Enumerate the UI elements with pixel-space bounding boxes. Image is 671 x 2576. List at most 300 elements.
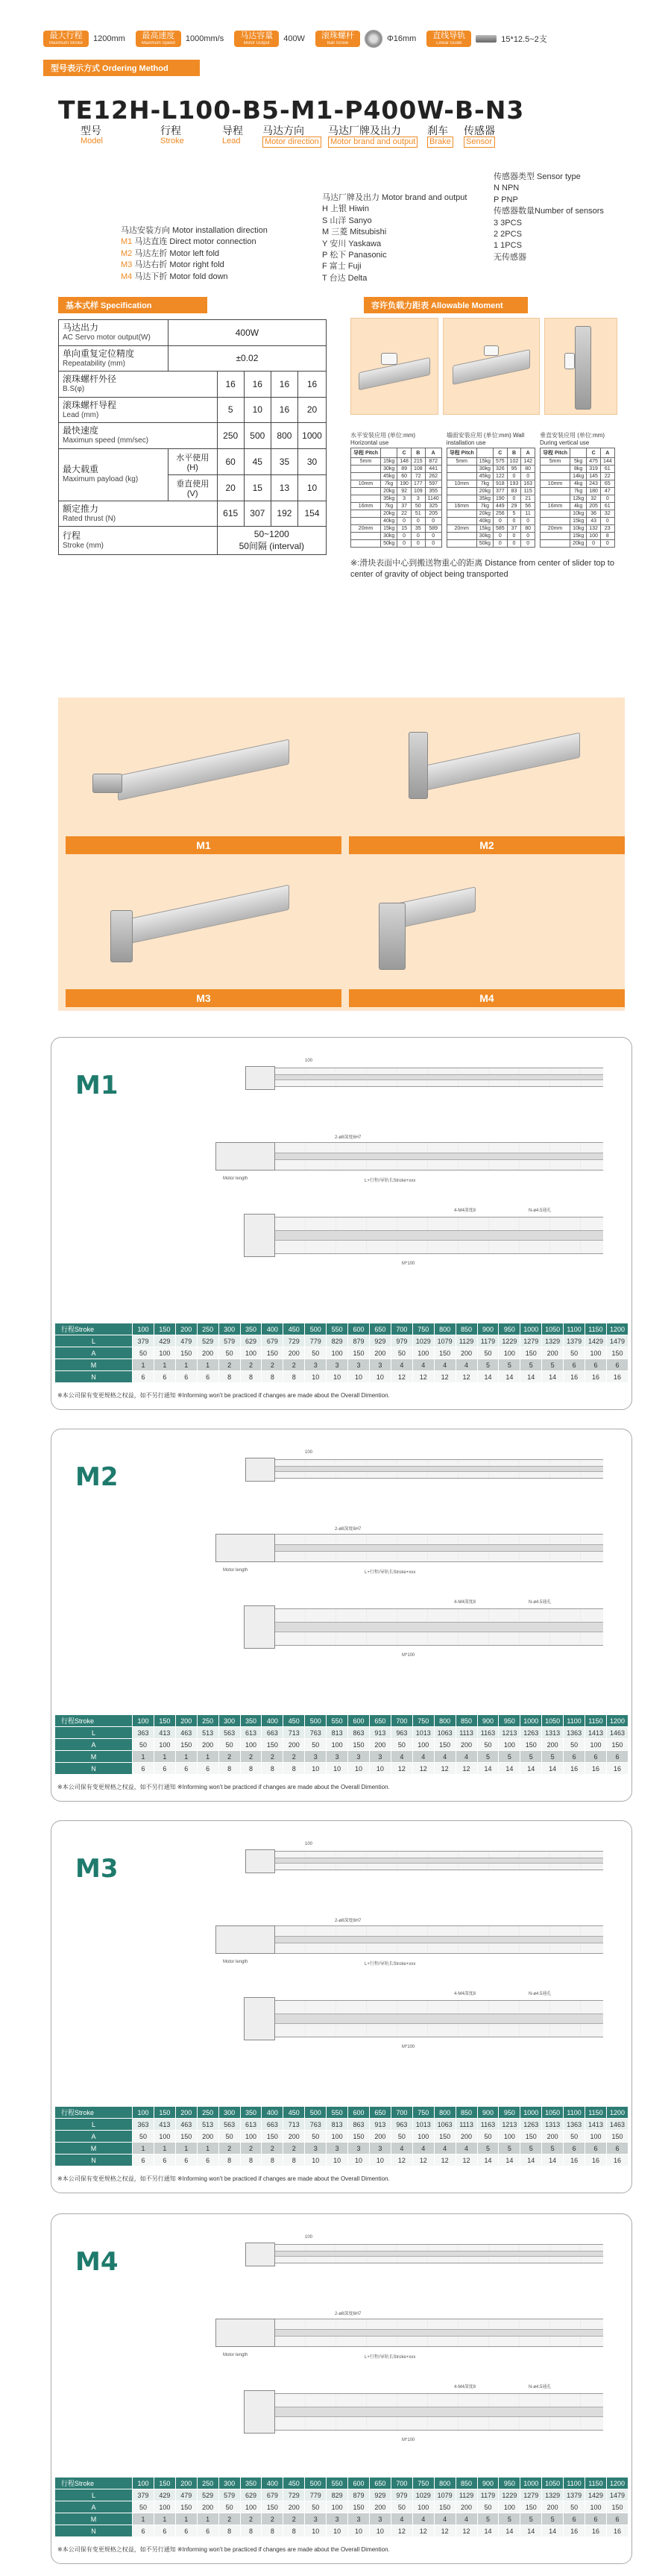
stroke-value: 679 bbox=[262, 1335, 283, 1347]
load-cell bbox=[447, 510, 476, 518]
load-cell: 100 bbox=[587, 533, 601, 540]
load-cell: 37 bbox=[507, 525, 521, 533]
stroke-value: 200 bbox=[456, 1347, 477, 1359]
load-cell: 10mm bbox=[447, 480, 476, 488]
load-row bbox=[351, 518, 442, 525]
stroke-value: 4 bbox=[456, 2513, 477, 2525]
spec-tag-label: 最高速度 bbox=[142, 31, 175, 41]
load-row bbox=[447, 533, 535, 540]
stroke-row-m bbox=[55, 2513, 629, 2525]
stroke-value: 50 bbox=[133, 1347, 154, 1359]
stroke-value: 6 bbox=[585, 1751, 607, 1763]
spec-item bbox=[43, 25, 125, 52]
stroke-cell: 400 bbox=[262, 1323, 283, 1335]
side-view-drawing bbox=[275, 1142, 603, 1171]
stroke-value: 479 bbox=[175, 1335, 197, 1347]
install-item bbox=[121, 260, 268, 271]
load-table bbox=[350, 430, 442, 548]
card-title: M4 bbox=[75, 2247, 119, 2277]
stroke-value: 100 bbox=[585, 2501, 607, 2513]
stroke-value: 2 bbox=[283, 2143, 305, 2154]
stroke-value: 6 bbox=[606, 1359, 628, 1371]
stroke-value: 779 bbox=[305, 1335, 327, 1347]
stroke-value: 579 bbox=[218, 1335, 240, 1347]
stroke-cell: 550 bbox=[327, 1715, 348, 1727]
stroke-value: 50 bbox=[218, 2131, 240, 2143]
stroke-value: 4 bbox=[434, 2513, 456, 2525]
stroke-header-row bbox=[55, 1323, 629, 1335]
stroke-value: 100 bbox=[154, 2131, 175, 2143]
stroke-header-label: 行程Stroke bbox=[55, 1323, 133, 1335]
stroke-value: 50 bbox=[218, 1739, 240, 1751]
spec-item bbox=[426, 25, 546, 52]
load-row bbox=[351, 473, 442, 480]
stroke-header-row bbox=[55, 1715, 629, 1727]
load-table bbox=[540, 430, 615, 548]
load-row bbox=[351, 458, 442, 466]
motor-direction-panels bbox=[58, 698, 625, 1011]
stroke-cell: 250 bbox=[197, 1323, 218, 1335]
stroke-value: 1 bbox=[175, 1359, 197, 1371]
stroke-value: 6 bbox=[564, 2143, 585, 2154]
stroke-value: 8 bbox=[218, 2525, 240, 2537]
stroke-value: 8 bbox=[262, 2525, 283, 2537]
direction-panel-m4: M4 bbox=[349, 858, 625, 1007]
load-row bbox=[351, 503, 442, 510]
stroke-cell: 850 bbox=[456, 2478, 477, 2489]
load-head-cell bbox=[381, 448, 397, 458]
stroke-value: 100 bbox=[585, 1347, 607, 1359]
stroke-value: 150 bbox=[348, 2131, 370, 2143]
stroke-value: 5 bbox=[542, 1359, 564, 1371]
stroke-value: 463 bbox=[175, 1727, 197, 1739]
spec-header: 基本式样 Specification bbox=[58, 297, 207, 313]
load-cell: 51 bbox=[411, 510, 425, 518]
stroke-value: 100 bbox=[240, 1347, 262, 1359]
stroke-value: 8 bbox=[262, 2154, 283, 2166]
row-label: N bbox=[55, 2525, 133, 2537]
stroke-value: 10 bbox=[369, 1763, 391, 1775]
stroke-value: 1113 bbox=[456, 1727, 477, 1739]
stroke-value: 1129 bbox=[456, 2489, 477, 2501]
install-cn: 马达左折 bbox=[132, 248, 170, 258]
stroke-value: 10 bbox=[327, 1371, 348, 1383]
load-cell: 1140 bbox=[425, 495, 441, 503]
load-cell: 16mm bbox=[351, 503, 381, 510]
model-labels bbox=[0, 125, 671, 156]
stroke-value: 10 bbox=[305, 2525, 327, 2537]
stroke-value: 5 bbox=[520, 2143, 542, 2154]
stroke-value: 200 bbox=[197, 2131, 218, 2143]
stroke-cell: 300 bbox=[218, 2107, 240, 2119]
stroke-row-m bbox=[55, 2143, 629, 2154]
stroke-value: 150 bbox=[175, 2131, 197, 2143]
label-motor-direction: 马达方向 Motor direction bbox=[262, 125, 321, 148]
stroke-value: 16 bbox=[564, 1763, 585, 1775]
stroke-value: 1163 bbox=[477, 2119, 499, 2131]
load-cell: 30kg bbox=[476, 533, 493, 540]
stroke-value: 16 bbox=[606, 2154, 628, 2166]
sensor-list bbox=[494, 172, 604, 263]
brand-item: F 富士 Fuji bbox=[322, 262, 362, 272]
install-item bbox=[121, 272, 268, 283]
stroke-value: 579 bbox=[218, 2489, 240, 2501]
stroke-value: 100 bbox=[327, 2131, 348, 2143]
load-cell: 145 bbox=[587, 473, 601, 480]
linear-guide-icon bbox=[476, 35, 497, 43]
stroke-cell: 500 bbox=[305, 1715, 327, 1727]
stroke-cell: 150 bbox=[154, 2478, 175, 2489]
stroke-value: 3 bbox=[369, 1359, 391, 1371]
load-cell: 10kg bbox=[570, 525, 587, 533]
load-cell: 0 bbox=[507, 518, 521, 525]
stroke-value: 6 bbox=[564, 1359, 585, 1371]
stroke-value: 8 bbox=[262, 1371, 283, 1383]
load-cell bbox=[447, 466, 476, 473]
drawing-card-m3 bbox=[51, 1820, 632, 2193]
side-view-drawing bbox=[275, 1534, 603, 1562]
load-table bbox=[447, 430, 535, 548]
load-cell bbox=[447, 473, 476, 480]
load-cell: 20mm bbox=[447, 525, 476, 533]
load-cell bbox=[541, 540, 570, 548]
sensor-item: 传感器类型 Sensor type bbox=[494, 172, 581, 181]
stroke-value: 150 bbox=[520, 2501, 542, 2513]
install-code: M3 bbox=[121, 260, 133, 270]
load-cell: 449 bbox=[493, 503, 507, 510]
stroke-value: 1 bbox=[133, 1359, 154, 1371]
load-tables bbox=[350, 430, 615, 548]
load-head-cell: A bbox=[600, 448, 614, 458]
stroke-value: 150 bbox=[520, 1739, 542, 1751]
dimension-label: Motor length bbox=[223, 1568, 248, 1573]
direction-panel-m1: M1 bbox=[66, 705, 341, 854]
stroke-value: 8 bbox=[240, 2154, 262, 2166]
load-row bbox=[447, 503, 535, 510]
label-sensor: 传感器 Sensor bbox=[464, 125, 495, 147]
stroke-value: 12 bbox=[412, 2525, 434, 2537]
load-cell: 0 bbox=[397, 533, 412, 540]
load-cell: 20kg bbox=[476, 488, 493, 495]
stroke-row-l bbox=[55, 2119, 629, 2131]
sensor-item: 传感器数量Number of sensors bbox=[494, 207, 604, 216]
stroke-value: 5 bbox=[520, 2513, 542, 2525]
load-cell: 14kg bbox=[570, 473, 587, 480]
load-cell: 0 bbox=[493, 540, 507, 548]
motor-brand-header: 马达厂牌及出力 Motor brand and output bbox=[322, 193, 467, 202]
stroke-row-n bbox=[55, 1763, 629, 1775]
stroke-row-l bbox=[55, 2489, 629, 2501]
load-cell: 50 bbox=[411, 503, 425, 510]
stroke-cell: 1150 bbox=[585, 1323, 607, 1335]
stroke-value: 1 bbox=[197, 2513, 218, 2525]
bottom-view-drawing bbox=[275, 1217, 603, 1254]
stroke-cell: 450 bbox=[283, 2478, 305, 2489]
stroke-value: 150 bbox=[520, 1347, 542, 1359]
stroke-value: 14 bbox=[477, 2525, 499, 2537]
dimension-label: Motor length bbox=[223, 1960, 248, 1964]
stroke-value: 150 bbox=[606, 2501, 628, 2513]
stroke-value: 50 bbox=[133, 1739, 154, 1751]
stroke-cell: 1100 bbox=[564, 1323, 585, 1335]
stroke-value: 200 bbox=[197, 1739, 218, 1751]
stroke-value: 100 bbox=[154, 1347, 175, 1359]
stroke-value: 200 bbox=[369, 2501, 391, 2513]
load-cell: 180 bbox=[587, 488, 601, 495]
install-item bbox=[121, 248, 268, 260]
dimension-label: M*100 bbox=[402, 2045, 415, 2049]
stroke-value: 12 bbox=[456, 1371, 477, 1383]
end-plate bbox=[244, 1214, 275, 1257]
load-cell bbox=[541, 488, 570, 495]
load-cell: 0 bbox=[425, 533, 441, 540]
brand-item: S 山洋 Sanyo bbox=[322, 216, 372, 225]
row-label: N bbox=[55, 1763, 133, 1775]
end-plate bbox=[244, 2390, 275, 2434]
load-row bbox=[447, 488, 535, 495]
stroke-value: 50 bbox=[218, 2501, 240, 2513]
stroke-value: 6 bbox=[564, 1751, 585, 1763]
dimension-label: N-ø4.5通孔 bbox=[529, 2385, 552, 2389]
stroke-value: 1379 bbox=[564, 2489, 585, 2501]
load-cell: 0 bbox=[425, 518, 441, 525]
load-cell: 102 bbox=[507, 458, 521, 466]
moment-header: 容许负载力距表 Allowable Moment bbox=[364, 297, 528, 313]
stroke-value: 1079 bbox=[434, 2489, 456, 2501]
load-cell: 20kg bbox=[381, 488, 397, 495]
load-cell: 80 bbox=[521, 466, 535, 473]
stroke-value: 50 bbox=[305, 2501, 327, 2513]
stroke-cell: 1000 bbox=[520, 2107, 542, 2119]
stroke-value: 3 bbox=[305, 2143, 327, 2154]
load-cell: 60 bbox=[397, 473, 412, 480]
stroke-value: 3 bbox=[369, 2143, 391, 2154]
load-cell bbox=[447, 488, 476, 495]
dimension-label: Motor length bbox=[223, 1176, 248, 1181]
load-cell: 108 bbox=[411, 466, 425, 473]
load-cell: 16mm bbox=[541, 503, 570, 510]
load-cell bbox=[351, 518, 381, 525]
stroke-value: 6 bbox=[585, 1359, 607, 1371]
stroke-value: 16 bbox=[606, 2525, 628, 2537]
stroke-value: 200 bbox=[456, 2131, 477, 2143]
ball-screw-icon bbox=[365, 30, 382, 48]
load-cell: 144 bbox=[600, 458, 614, 466]
load-cell: 21 bbox=[521, 495, 535, 503]
load-cell: 190 bbox=[493, 495, 507, 503]
brand-item: Y 安川 Yaskawa bbox=[322, 239, 382, 248]
stroke-cell: 750 bbox=[412, 2478, 434, 2489]
stroke-cell: 200 bbox=[175, 2478, 197, 2489]
load-row bbox=[541, 503, 615, 510]
stroke-value: 5 bbox=[477, 1359, 499, 1371]
load-row bbox=[541, 533, 615, 540]
stroke-value: 1 bbox=[154, 1751, 175, 1763]
stroke-value: 8 bbox=[218, 1763, 240, 1775]
dimension-label: L+行程/导轨长Stroke+xxx bbox=[365, 2355, 416, 2360]
spec-tag-label: 马达容量 bbox=[240, 31, 274, 41]
bottom-view-drawing bbox=[275, 2000, 603, 2037]
load-cell bbox=[351, 466, 381, 473]
load-cell: 65 bbox=[600, 480, 614, 488]
stroke-header-row bbox=[55, 2107, 629, 2119]
stroke-value: 6 bbox=[197, 2525, 218, 2537]
load-cell: 32 bbox=[587, 495, 601, 503]
stroke-cell: 850 bbox=[456, 2107, 477, 2119]
top-view-drawing bbox=[275, 2244, 603, 2263]
stroke-value: 2 bbox=[262, 1751, 283, 1763]
stroke-value: 913 bbox=[369, 2119, 391, 2131]
stroke-value: 563 bbox=[218, 2119, 240, 2131]
load-cell bbox=[351, 540, 381, 548]
stroke-value: 429 bbox=[154, 1335, 175, 1347]
dimension-label: L+行程/导轨长Stroke+xxx bbox=[365, 1570, 416, 1575]
dimension-label: N-ø4.5通孔 bbox=[529, 1992, 552, 1996]
load-cell: 32 bbox=[600, 510, 614, 518]
load-cell: 918 bbox=[493, 480, 507, 488]
stroke-value: 12 bbox=[456, 2525, 477, 2537]
dimension-label: L+行程/导轨长Stroke+xxx bbox=[365, 1179, 416, 1183]
load-cell: 95 bbox=[507, 466, 521, 473]
load-cell: 0 bbox=[507, 533, 521, 540]
load-cell: 12kg bbox=[570, 495, 587, 503]
spec-tag-en: Linear Guide bbox=[436, 40, 462, 46]
stroke-cell: 1050 bbox=[542, 2107, 564, 2119]
stroke-cell: 150 bbox=[154, 1715, 175, 1727]
stroke-cell: 850 bbox=[456, 1715, 477, 1727]
stroke-value: 513 bbox=[197, 1727, 218, 1739]
load-row bbox=[541, 458, 615, 466]
spec-tag bbox=[234, 31, 279, 47]
stroke-value: 14 bbox=[477, 1763, 499, 1775]
stroke-cell: 650 bbox=[369, 2107, 391, 2119]
stroke-value: 1379 bbox=[564, 1335, 585, 1347]
stroke-value: 8 bbox=[283, 2154, 305, 2166]
direction-panel-m2: M2 bbox=[349, 705, 625, 854]
load-cell: 50kg bbox=[381, 540, 397, 548]
stroke-value: 763 bbox=[305, 2119, 327, 2131]
stroke-cell: 350 bbox=[240, 1715, 262, 1727]
stroke-value: 16 bbox=[564, 2154, 585, 2166]
stroke-cell: 900 bbox=[477, 1323, 499, 1335]
dimension-label: Motor length bbox=[223, 2353, 248, 2357]
stroke-cell: 500 bbox=[305, 1323, 327, 1335]
stroke-value: 6 bbox=[154, 1763, 175, 1775]
load-cell: 0 bbox=[521, 533, 535, 540]
stroke-value: 2 bbox=[240, 1359, 262, 1371]
stroke-value: 50 bbox=[391, 2501, 412, 2513]
load-cell: 22 bbox=[600, 473, 614, 480]
load-cell: 7kg bbox=[476, 480, 493, 488]
stroke-value: 513 bbox=[197, 2119, 218, 2131]
load-cell: 256 bbox=[493, 510, 507, 518]
load-cell bbox=[351, 510, 381, 518]
stroke-value: 1313 bbox=[542, 2119, 564, 2131]
stroke-value: 16 bbox=[564, 1371, 585, 1383]
load-cell: 56 bbox=[521, 503, 535, 510]
stroke-value: 200 bbox=[542, 1739, 564, 1751]
dimension-label: 2-ø8深度6H7 bbox=[335, 2312, 362, 2316]
stroke-value: 1413 bbox=[585, 1727, 607, 1739]
load-head-cell bbox=[476, 448, 493, 458]
load-cell: 0 bbox=[600, 495, 614, 503]
load-cell: 35 bbox=[411, 525, 425, 533]
stroke-value: 150 bbox=[348, 1739, 370, 1751]
load-row bbox=[447, 480, 535, 488]
install-code: M1 bbox=[121, 237, 133, 247]
load-row bbox=[541, 488, 615, 495]
stroke-value: 763 bbox=[305, 1727, 327, 1739]
stroke-row-a bbox=[55, 2131, 629, 2143]
spec-tag-en: Maximum Speed bbox=[141, 40, 175, 46]
stroke-value: 100 bbox=[412, 1739, 434, 1751]
stroke-value: 1 bbox=[154, 2143, 175, 2154]
load-cell: 10mm bbox=[351, 480, 381, 488]
stroke-cell: 950 bbox=[499, 2478, 520, 2489]
load-head-cell: C bbox=[493, 448, 507, 458]
stroke-value: 2 bbox=[218, 2513, 240, 2525]
stroke-value: 200 bbox=[197, 1347, 218, 1359]
load-cell bbox=[541, 518, 570, 525]
drawing-card-m4 bbox=[51, 2213, 632, 2564]
stroke-cell: 450 bbox=[283, 1323, 305, 1335]
load-cell: 40kg bbox=[381, 518, 397, 525]
stroke-value: 100 bbox=[327, 1347, 348, 1359]
stroke-value: 6 bbox=[564, 2513, 585, 2525]
stroke-value: 2 bbox=[240, 1751, 262, 1763]
stroke-value: 5 bbox=[520, 1751, 542, 1763]
load-cell: 35kg bbox=[476, 495, 493, 503]
stroke-value: 14 bbox=[520, 2154, 542, 2166]
stroke-value: 413 bbox=[154, 2119, 175, 2131]
load-cell: 243 bbox=[587, 480, 601, 488]
stroke-value: 1063 bbox=[434, 2119, 456, 2131]
load-cell: 177 bbox=[411, 480, 425, 488]
stroke-cell: 850 bbox=[456, 1323, 477, 1335]
stroke-value: 5 bbox=[542, 1751, 564, 1763]
stroke-value: 50 bbox=[391, 1347, 412, 1359]
load-head-cell: B bbox=[411, 448, 425, 458]
stroke-value: 16 bbox=[585, 2525, 607, 2537]
stroke-cell: 1000 bbox=[520, 2478, 542, 2489]
load-row bbox=[541, 510, 615, 518]
stroke-value: 5 bbox=[520, 1359, 542, 1371]
stroke-value: 150 bbox=[606, 1347, 628, 1359]
stroke-value: 12 bbox=[434, 2154, 456, 2166]
stroke-cell: 1100 bbox=[564, 2107, 585, 2119]
load-cell: 15kg bbox=[570, 518, 587, 525]
stroke-value: 100 bbox=[327, 1739, 348, 1751]
stroke-value: 100 bbox=[412, 1347, 434, 1359]
stroke-value: 50 bbox=[564, 1739, 585, 1751]
stroke-cell: 700 bbox=[391, 1715, 412, 1727]
stroke-value: 12 bbox=[391, 1371, 412, 1383]
load-cell: 10kg bbox=[570, 510, 587, 518]
stroke-value: 50 bbox=[305, 1739, 327, 1751]
load-head-cell: A bbox=[425, 448, 441, 458]
stroke-value: 1 bbox=[133, 2513, 154, 2525]
stroke-value: 16 bbox=[585, 1371, 607, 1383]
stroke-cell: 200 bbox=[175, 1323, 197, 1335]
stroke-value: 150 bbox=[606, 2131, 628, 2143]
brand-item: P 松下 Panasonic bbox=[322, 250, 387, 260]
spec-value: Φ16mm bbox=[386, 34, 417, 43]
load-cell: 205 bbox=[587, 503, 601, 510]
row-label: L bbox=[55, 2489, 133, 2501]
load-cell bbox=[541, 510, 570, 518]
stroke-value: 4 bbox=[391, 2143, 412, 2154]
sensor-item: 无传感器 bbox=[494, 252, 526, 262]
